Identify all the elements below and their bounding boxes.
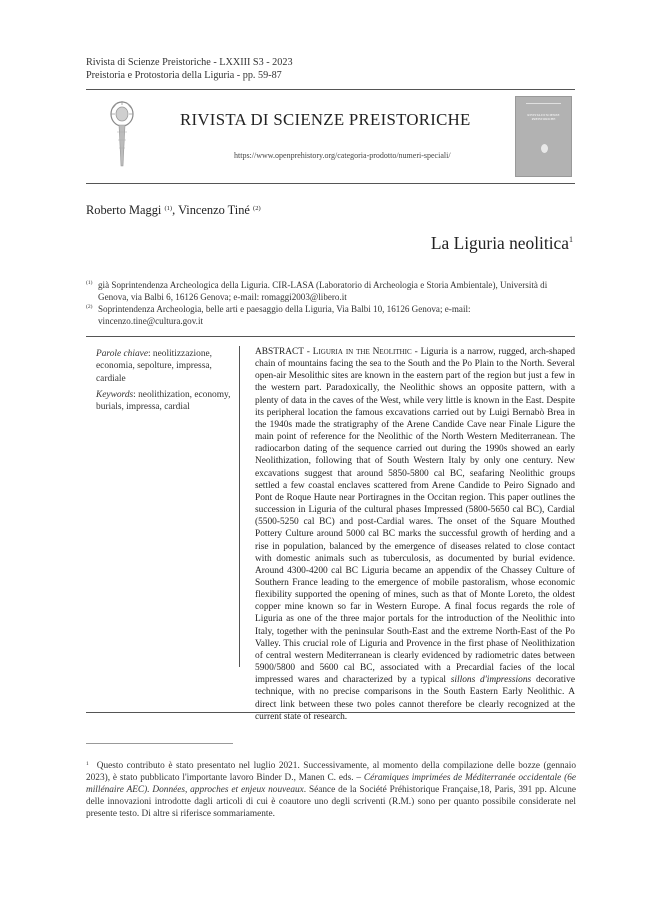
masthead-bottom-rule (86, 183, 575, 184)
running-header-journal: Rivista di Scienze Preistoriche - LXXIII S3 - 2023 (86, 57, 293, 68)
abstract-text: ABSTRACT - Liguria in the Neolithic - Liguria is a narrow, rugged, arch-shaped chain of mountains facing the sea to the South and the Po Plain to the North. Several open-air Mesolithic sites are known in the eastern part of the region but just a few in the western part. Paradoxically, the Neolithic shows an opposite pattern, with a plenty of data in the caves of the West, while very little is known in the East. Despite its peripheral location the famous excavations carried out by Luigi Bernabò Brea in the 1940s made the stratigraphy of the Arene Candide Cave near Finale Ligure the main point of reference for the Neolithic of the North Western Mediterranean. The radiocarbon dating of the sequence carried out during the 1990s showed an early Neolithization, following that of South Western Italy by only one century. New excavations suggest that around 5850-5800 cal BC, seafaring Neolithic groups settled a few coastal enclaves scattered from Arene Candide to Peiro Signado and Pont de Roque Haute near Portiragnes in the Occitan region. This paper outlines the succession in Liguria of the cultural phases Impressed (5800-5650 cal BC), Cardial (5500-5250 cal BC) and post-Cardial wares. The onset of the Square Mouthed Pottery Culture around 5000 cal BC marks the successful growth of herding and a rise in population, balanced by the emergence of diseases related to close contact with domestic animals such as tuberculosis, as documented by burial evidence. Around 4300-4200 cal BC Liguria became an appendix of the Chassey Culture of Southern France leading to the emergence of mobile pastoralism, whose economic flexibility supported the opening of mines, such as that of Monte Loreto, the oldest copper mine known so far in Western Europe. A final focus regards the role of Liguria as one of the three major portals for the introduction of the Neolithic into Italy, together with the peninsular South-East and the extreme North-East of the Po Valley. This crucial role of Liguria and Provence in the first phase of Neolithization of central western Mediterranean is clearly evidenced by radiometric dates between 5900/5800 and 5600 cal BC, associated with a Precardial facies of the local impressed wares and characterized by a typical sillons d'impressions decorative technique, with no precise comparisons in the South Eastern Early Neolithic. A direct link between these two poles cannot therefore be clearly recognized at the current state of research. (255, 347, 576, 722)
abstract-heading: Liguria in the Neolithic (312, 347, 412, 357)
footnote-mark: 1 (86, 761, 89, 767)
running-header-pages: Preistoria e Protostoria della Liguria - pp. 59-87 (86, 70, 282, 81)
keywords-italian: Parole chiave: neolitizzazione, economia, sepolture, impressa, cardiale (96, 349, 213, 384)
paper-title: La Liguria neolitica$^1$ (430, 233, 573, 253)
journal-logo-icon (109, 100, 135, 170)
journal-title: RIVISTA DI SCIENZE PREISTORICHE (180, 110, 471, 129)
author-name: Roberto Maggi (86, 203, 162, 217)
footnote-separator (86, 743, 233, 744)
journal-url-link[interactable]: https://www.openprehistory.org/categoria-prodotto/numeri-speciali/ (234, 151, 451, 160)
cover-title: RIVISTA DI SCIENZE PREISTORICHE (527, 113, 560, 121)
title-footnote-mark: 1 (569, 235, 573, 244)
footnote: $^1$ Questo contributo è stato presentato nel luglio 2021. Successivamente, al momento della compilazione delle bozze (gennaio 2023), è stato pubblicato l'importante lavoro Binder D., Manen C. eds. – Céramiques imprimées de Méditerranée occidentale (6e millénaire AEC). Données, approches et enjeux nouveaux. Séance de la Société Préhistorique Française,18, Paris, 391 pp. Alcune delle innovazioni introdotte dagli articoli di cui è coautore uno degli scriventi (R.M.) sono per quanto possibile considerate nel presente testo. Di altre si riferisce sommariamente. (86, 761, 576, 820)
affiliation-text: già Soprintendenza Archeologica della Liguria. CIR-LASA (Laboratorio di Archeologia e Storia Ambientale), Università di Genova, via Balbi 6, 16126 Genova; e-mail: romaggi2003@libero.it (98, 280, 548, 303)
header-top-rule (86, 89, 575, 90)
journal-cover-thumbnail (515, 96, 572, 177)
affiliation-mark: (2) (86, 304, 93, 310)
keywords-english: Keywords: neolithization, economy, burials, impressa, cardial (96, 389, 231, 413)
column-divider (239, 346, 240, 667)
affiliation-2 (86, 303, 576, 327)
affiliation-1 (86, 279, 576, 303)
affiliation-bottom-rule (86, 336, 575, 337)
affiliation-mark: (2) (253, 205, 261, 212)
affiliation-mark: (1) (86, 280, 93, 286)
affiliation-text: Soprintendenza Archeologia, belle arti e paesaggio della Liguria, Via Balbi 10, 16126 Genova; e-mail: vincenzo.tine@cultura.gov.it (98, 304, 471, 327)
affiliation-mark: (1) (164, 205, 173, 212)
abstract-bottom-rule (86, 712, 575, 713)
keywords-block (96, 348, 232, 417)
author-list: Roberto Maggi $^{(1)}$, Vincenzo Tiné $^{(2)}$ (86, 203, 261, 217)
author-name: Vincenzo Tiné (178, 203, 250, 217)
